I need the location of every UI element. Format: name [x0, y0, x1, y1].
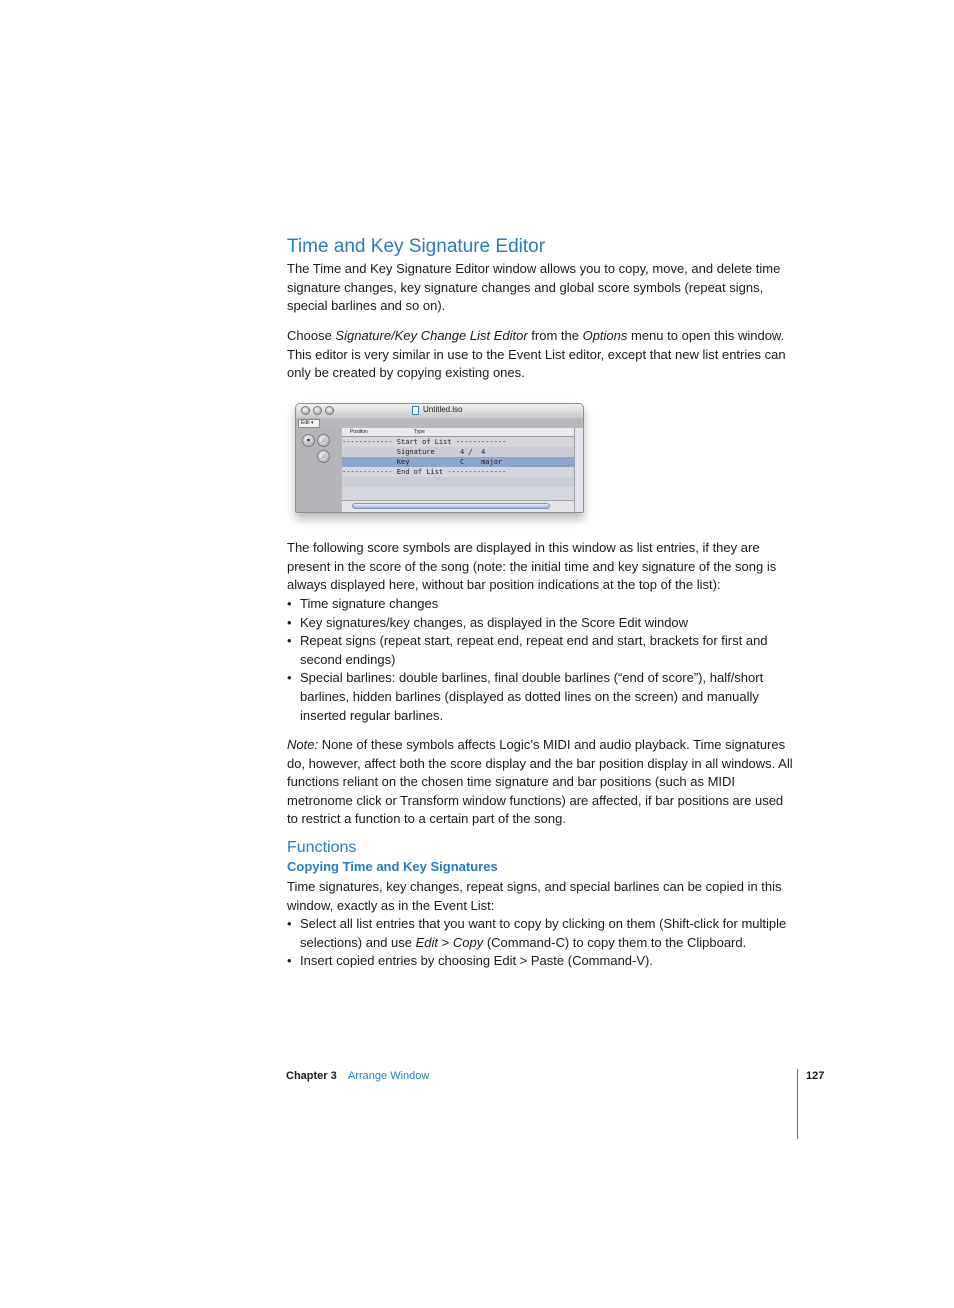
- list-row-empty: [342, 487, 574, 497]
- copying-intro-paragraph: Time signatures, key changes, repeat signs, and special barlines can be copied in this window, exactly as in the Event List:: [287, 879, 782, 913]
- list-item: [287, 669, 797, 725]
- menu-item-name: Signature/Key Change List Editor: [335, 328, 528, 343]
- symbols-intro-paragraph: The following score symbols are displayed in this window as list entries, if they are present in the score of the song (note: the initial time and key signature of the song is always displayed here, without bar position indications at the top of the list):: [287, 540, 777, 593]
- catch-icon: ●: [302, 434, 315, 447]
- event-list: [342, 428, 574, 500]
- list-row-selected: Key C major: [342, 457, 574, 467]
- bullet: •: [287, 953, 292, 969]
- list-row: ------------ Start of List ------------: [342, 438, 507, 446]
- bullet: •: [287, 633, 292, 649]
- bullet: •: [287, 670, 292, 686]
- list-item-text: Insert copied entries by choosing Edit > Paste (Command-V).: [300, 953, 653, 969]
- window-titlebar: [296, 404, 583, 418]
- edit-menu: Edit ▾: [298, 419, 320, 428]
- copy-steps-list: [287, 915, 797, 971]
- step-pre: Select all list entries that you want to copy by clicking on them (Shift-click for multiple selections) and use: [300, 916, 787, 950]
- list-row-empty: [342, 477, 574, 487]
- symbols-list: [287, 595, 797, 725]
- editor-window-screenshot: [295, 403, 584, 513]
- scroll-thumb: [352, 503, 550, 509]
- copying-heading: Copying Time and Key Signatures: [287, 859, 498, 874]
- footer-section: Arrange Window: [348, 1070, 430, 1082]
- step-post: (Command-C) to copy them to the Clipboard.: [483, 934, 747, 950]
- minimize-light-icon: [313, 406, 322, 415]
- choose-paragraph: [287, 327, 797, 383]
- step-sep: >: [438, 934, 453, 950]
- edit-menu-ref: Edit: [415, 934, 439, 950]
- left-panel: [296, 428, 341, 512]
- list-item: [287, 632, 797, 669]
- list-item: [287, 952, 797, 971]
- footer-divider: [797, 1069, 798, 1139]
- list-item-text: Special barlines: double barlines, final double barlines (“end of score”), half/short barlines, hidden barlines (displayed as dotted lines on the screen) and manually inserted regular barlines.: [300, 670, 764, 723]
- list-item: [287, 915, 797, 952]
- bullet: •: [287, 614, 292, 630]
- section-heading: Time and Key Signature Editor: [287, 236, 546, 257]
- page-number: 127: [806, 1070, 825, 1082]
- zoom-light-icon: [325, 406, 334, 415]
- bullet: •: [287, 916, 292, 931]
- document-icon: [412, 406, 419, 415]
- note-text: None of these symbols affects Logic’s MIDI and audio playback. Time signatures do, however, affect both the score display and the bar position display in all windows. All functions reliant on the chosen time signature and bar positions (such as MIDI metronome click or Transform window functions) are affected, if bar positions are used to restrict a function to a certain part of the song.: [287, 737, 793, 827]
- choose-pre: Choose: [287, 328, 336, 343]
- edit-menu-label: Edit: [301, 420, 310, 426]
- link-icon: ○: [317, 434, 330, 447]
- horizontal-scrollbar: [342, 500, 574, 512]
- window-title: Untitled.lso: [423, 405, 463, 414]
- vertical-scrollbar: [574, 428, 583, 512]
- menu-name: Options: [582, 328, 628, 343]
- out-icon: ○: [317, 450, 330, 463]
- copy-command-ref: Copy: [452, 934, 484, 950]
- list-item: [287, 614, 797, 633]
- list-item-text: Key signatures/key changes, as displayed in the Score Edit window: [300, 614, 689, 630]
- list-header: [342, 428, 574, 437]
- close-light-icon: [301, 406, 310, 415]
- note-label: Note:: [287, 737, 319, 752]
- choose-post: menu to open this window. This editor is very similar in use to the Event List editor, except that new list entries can only be created by copying existing ones.: [287, 328, 786, 381]
- list-item-text: Time signature changes: [300, 596, 439, 611]
- list-item: [287, 595, 797, 614]
- intro-paragraph: The Time and Key Signature Editor window allows you to copy, move, and delete time signature changes, key signature changes and global score symbols (repeat signs, special barlines and so on).: [287, 261, 781, 314]
- column-type: Type: [414, 429, 425, 435]
- choose-mid: from the: [527, 328, 583, 343]
- column-position: Position: [350, 429, 368, 435]
- list-row: Signature 4 / 4: [342, 447, 574, 457]
- bullet: •: [287, 596, 292, 611]
- list-row: ------------ End of List --------------: [342, 468, 507, 476]
- list-item-text: Repeat signs (repeat start, repeat end, repeat end and start, brackets for first and second endings): [300, 633, 768, 667]
- note-paragraph: [287, 736, 797, 829]
- footer-chapter: Chapter 3: [286, 1070, 337, 1082]
- functions-heading: Functions: [287, 839, 357, 856]
